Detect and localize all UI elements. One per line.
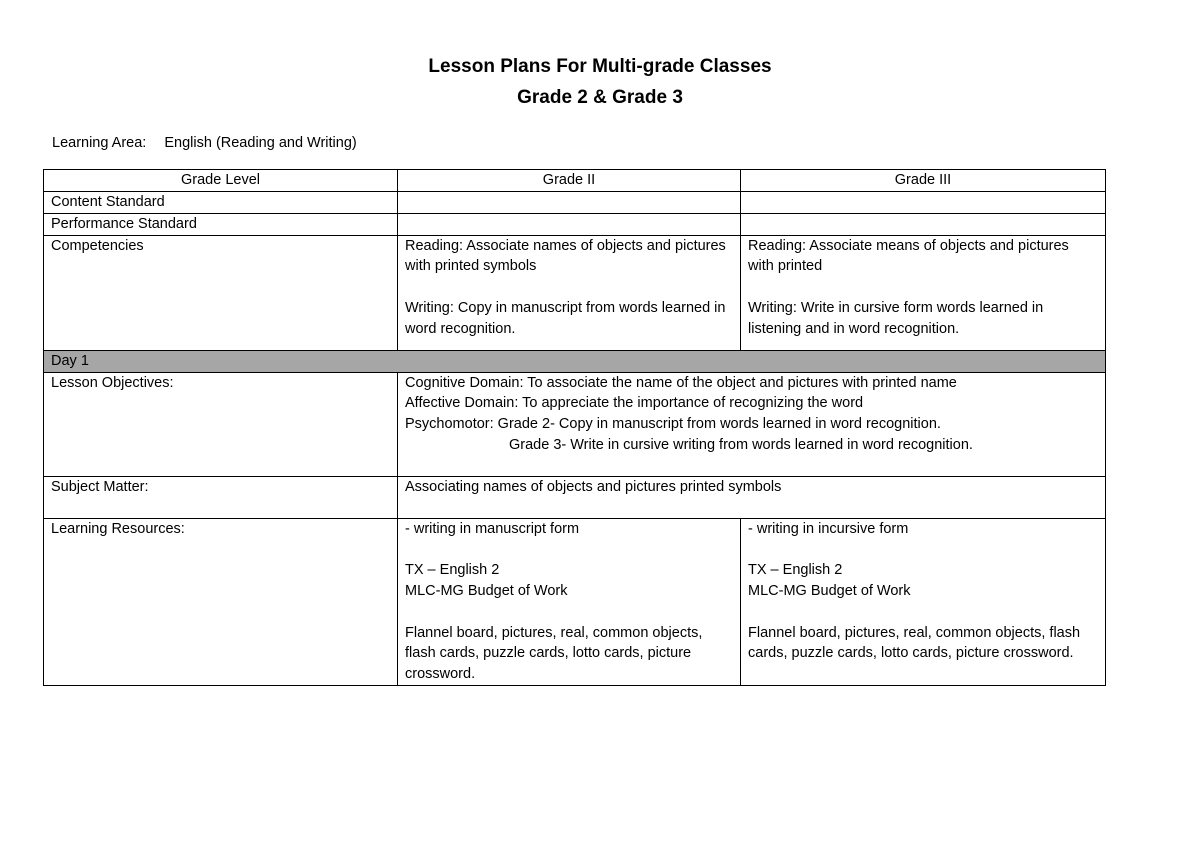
competencies-label: Competencies (44, 235, 398, 350)
subject-matter-value: Associating names of objects and pictures printed symbols (398, 476, 1106, 518)
table-row-learning-resources (44, 518, 1106, 685)
cognitive-domain: Cognitive Domain: To associate the name of the object and pictures with printed name (405, 374, 957, 391)
table-row-competencies (44, 235, 1106, 350)
page-title: Lesson Plans For Multi-grade Classes (428, 56, 772, 77)
content-standard-grade-3 (741, 192, 1106, 214)
header-grade-level: Grade Level (44, 170, 398, 192)
table-row-day (44, 350, 1106, 372)
table-row-lesson-objectives (44, 372, 1106, 476)
lesson-plan-table (43, 169, 1106, 686)
table-header-row (44, 170, 1106, 192)
learning-area-value: English (Reading and Writing) (164, 135, 357, 151)
content-standard-label: Content Standard (44, 192, 398, 214)
content-standard-grade-2 (398, 192, 741, 214)
performance-standard-grade-2 (398, 213, 741, 235)
psychomotor-grade-2: Psychomotor: Grade 2- Copy in manuscript from words learned in word recognition. (405, 416, 941, 433)
table-row-subject-matter (44, 476, 1106, 518)
lesson-objectives-content (398, 372, 1106, 476)
learning-area-label: Learning Area: (52, 135, 147, 151)
table-row-performance-standard (44, 213, 1106, 235)
page-subtitle: Grade 2 & Grade 3 (517, 87, 683, 108)
performance-standard-label: Performance Standard (44, 213, 398, 235)
competencies-grade-2: Reading: Associate names of objects and pictures with printed symbols Writing: Copy in manuscript from words learned in word recognition. (398, 235, 741, 350)
subject-matter-label: Subject Matter: (44, 476, 398, 518)
day-label: Day 1 (44, 350, 1106, 372)
learning-area (52, 135, 357, 151)
psychomotor-grade-3: Grade 3- Write in cursive writing from words learned in word recognition. (509, 436, 973, 453)
header-grade-2: Grade II (398, 170, 741, 192)
affective-domain: Affective Domain: To appreciate the importance of recognizing the word (405, 395, 864, 412)
table-row-content-standard (44, 192, 1106, 214)
header-grade-3: Grade III (741, 170, 1106, 192)
learning-resources-grade-3: - writing in incursive form TX – English 2 MLC-MG Budget of Work Flannel board, pictures, real, common objects, flash cards, puzzle cards, lotto cards, picture crossword. (741, 518, 1106, 685)
lesson-objectives-label: Lesson Objectives: (44, 372, 398, 476)
learning-resources-grade-2: - writing in manuscript form TX – English 2 MLC-MG Budget of Work Flannel board, pictures, real, common objects, flash cards, puzzle cards, lotto cards, picture crossword. (398, 518, 741, 685)
learning-resources-label: Learning Resources: (44, 518, 398, 685)
performance-standard-grade-3 (741, 213, 1106, 235)
competencies-grade-3: Reading: Associate means of objects and pictures with printed Writing: Write in cursive form words learned in listening and in word recognition. (741, 235, 1106, 350)
